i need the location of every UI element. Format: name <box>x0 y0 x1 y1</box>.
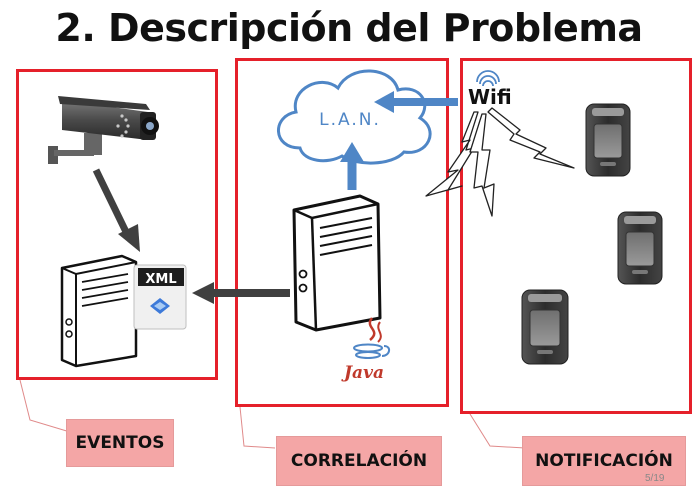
notificacion-label: NOTIFICACIÓN <box>522 436 686 486</box>
arrow-correlation-to-eventos <box>192 282 290 304</box>
correlation-server-icon <box>294 196 380 330</box>
eventos-label: EVENTOS <box>66 419 174 467</box>
security-camera-icon <box>48 96 159 164</box>
mobile-device-icon <box>522 290 568 364</box>
arrow-camera-to-server <box>96 170 140 252</box>
lan-label: L.A.N. <box>319 110 381 130</box>
mobile-device-icon <box>586 104 630 176</box>
mobile-device-icon <box>618 212 662 284</box>
wifi-signal-icon <box>477 71 499 86</box>
eventos-server-icon <box>62 256 136 366</box>
xml-label: XML <box>145 272 177 287</box>
java-logo-icon <box>354 318 389 358</box>
java-label: Java <box>344 363 384 383</box>
page-number: 5/19 <box>645 473 665 484</box>
correlacion-label: CORRELACIÓN <box>276 436 442 486</box>
page-title: 2. Descripción del Problema <box>55 6 643 50</box>
wifi-label: Wifi <box>468 85 512 109</box>
wireless-signal-icon <box>426 108 574 216</box>
